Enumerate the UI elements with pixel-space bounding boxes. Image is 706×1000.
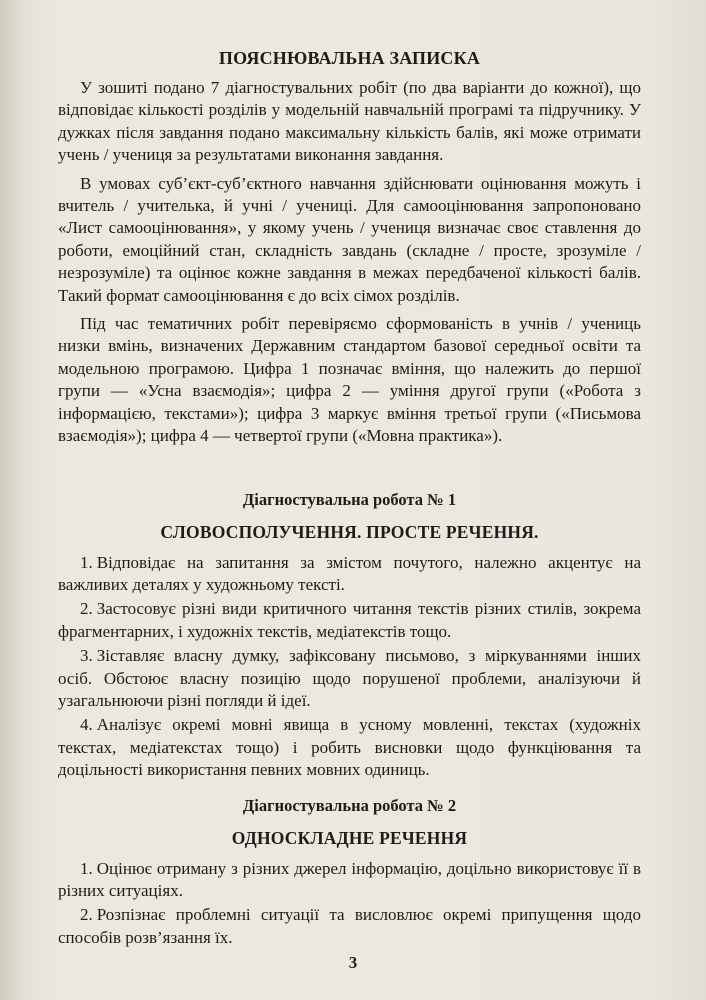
item-number: 2. [80, 905, 93, 925]
item-text: Розпізнає проблемні ситуації та висловлює окремі припущення щодо способів розв’язання їх. [58, 905, 641, 947]
item-text: Аналізує окремі мовні явища в усному мовленні, текстах (художніх текстах, медіатекстах тощо) і робить висновки щодо функціювання та доцільності використання певних мовних одиниць. [58, 715, 641, 780]
work-2-label: Діагностувальна робота № 2 [242, 795, 457, 815]
list-item [58, 645, 641, 712]
work-2-skills-list [58, 858, 641, 950]
item-text: Відповідає на запитання за змістом почутого, належно акцентує на важливих деталях у художньому тексті. [58, 552, 641, 594]
item-number: 3. [80, 646, 93, 666]
list-item [58, 598, 641, 643]
item-number: 4. [80, 715, 93, 735]
page-content [58, 48, 641, 951]
page-title: ПОЯСНЮВАЛЬНА ЗАПИСКА [218, 48, 481, 68]
intro-paragraph-1: У зошиті подано 7 діагностувальних робіт (по два варіанти до кожної), що відповідає кількості розділів у модельній навчальній програмі та підручнику. У дужках після завдання подано максимальну кількість балів, які може отримати учень / учениця за результатами виконання завдання. [58, 78, 641, 165]
work-1-title: СЛОВОСПОЛУЧЕННЯ. ПРОСТЕ РЕЧЕННЯ. [160, 521, 539, 542]
item-number: 1. [80, 858, 93, 878]
item-text: Зіставляє власну думку, зафіксовану письмово, з міркуваннями інших осіб. Обстоює власну позицію щодо порушеної проблеми, аналізуючи й узагальнюючи різні погляди й ідеї. [58, 646, 641, 710]
item-number: 1. [80, 552, 93, 572]
list-item [58, 714, 641, 781]
work-2-title: ОДНОСКЛАДНЕ РЕЧЕННЯ [231, 827, 468, 848]
work-1-skills-list [58, 552, 641, 782]
intro-paragraph-2: В умовах суб’єкт-суб’єктного навчання здійснювати оцінювання можуть і вчитель / учителька, й учні / учениці. Для самооцінювання запропоновано «Лист самооцінювання», у якому учень / учениця визначає своє ставлення до роботи, емоційний стан, складність завдань (складне / просте, зрозуміле / незрозуміле) та оцінює кожне завдання в межах передбаченої кількості балів. Такий формат самооцінювання є до всіх сімох розділів. [58, 173, 641, 305]
work-1-label: Діагностувальна робота № 1 [242, 489, 457, 509]
item-number: 2. [80, 599, 93, 619]
intro-paragraph-3: Під час тематичних робіт перевіряємо сформованість в учнів / учениць низки вмінь, визначених Державним стандартом базової середньої освіти та модельною програмою. Цифра 1 позначає вміння, що належить до першої групи — «Усна взаємодія»; цифра 2 — уміння другої групи («Робота з інформацією, текстами»); цифра 3 маркує вміння третьої групи («Письмова взаємодія»); цифра 4 — четвертої групи («Мовна практика»). [58, 314, 641, 446]
list-item [58, 858, 641, 903]
list-item [58, 904, 641, 949]
item-text: Оцінює отриману з різних джерел інформацію, доцільно використовує її в різних ситуаціях. [58, 858, 641, 900]
list-item [58, 552, 641, 597]
item-text: Застосовує різні види критичного читання текстів різних стилів, зокрема фрагментарних, і художніх текстів, медіатекстів тощо. [58, 599, 641, 641]
page-number: 3 [348, 953, 358, 972]
